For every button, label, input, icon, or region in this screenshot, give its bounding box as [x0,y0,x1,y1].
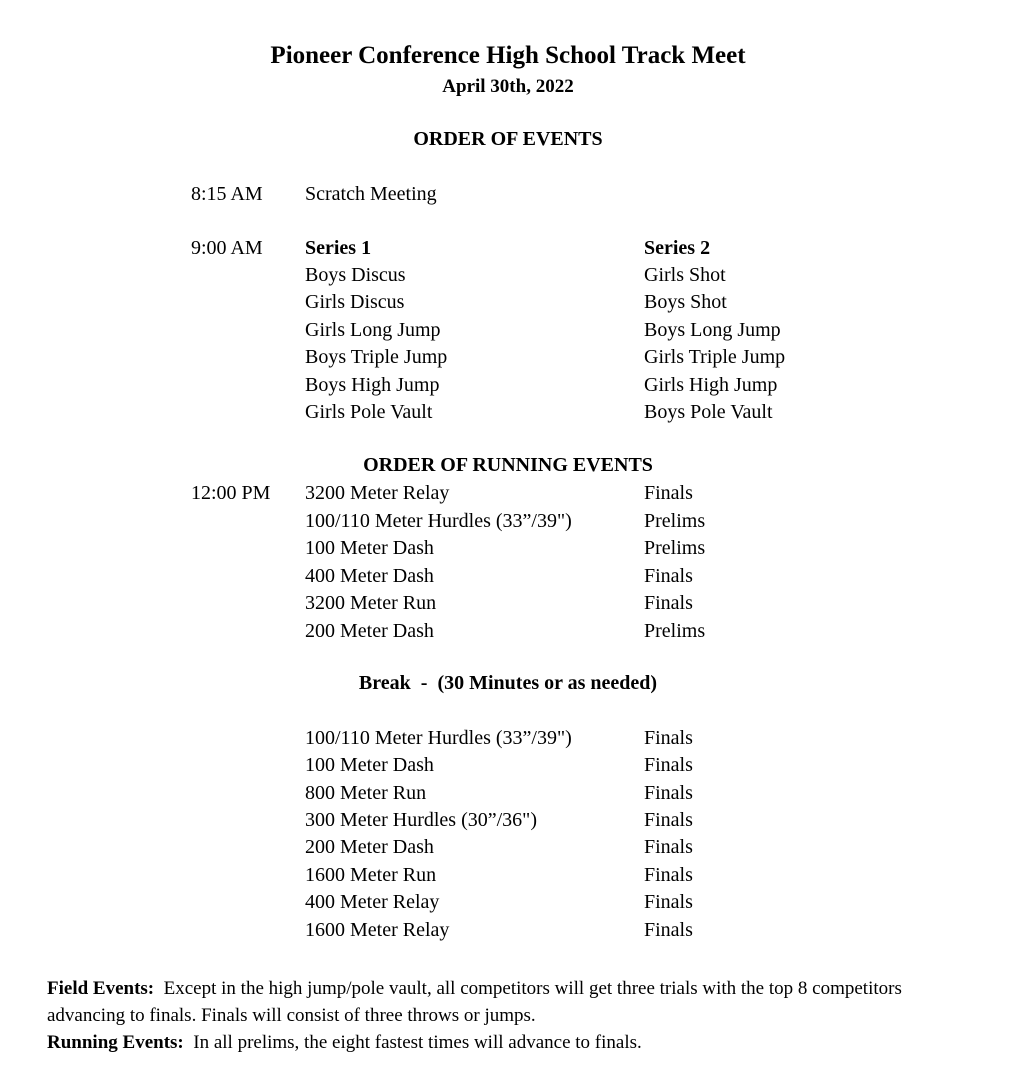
running-event-name: 3200 Meter Run [305,592,437,614]
series1-event: Girls Discus [305,291,405,313]
running-events-label: Running Events: [47,1032,184,1053]
series2-title: Series 2 [644,237,711,259]
final-event-name: 100 Meter Dash [305,754,434,776]
break-heading: Break - (30 Minutes or as needed) [358,672,658,694]
meet-date: April 30th, 2022 [442,76,574,97]
series2-event: Girls Triple Jump [644,346,786,368]
running-event-round: Finals [644,565,693,587]
running-event-name: 400 Meter Dash [305,565,434,587]
running-event-round: Prelims [644,537,706,559]
final-event-round: Finals [644,919,693,941]
running-event-round: Finals [644,592,693,614]
running-event-name: 200 Meter Dash [305,620,434,642]
final-event-name: 400 Meter Relay [305,891,440,913]
series1-event: Boys Discus [305,264,406,286]
running-event-round: Finals [644,482,693,504]
series2-event: Girls High Jump [644,374,778,396]
final-event-name: 800 Meter Run [305,782,427,804]
field-events-note [47,975,977,1029]
final-event-name: 1600 Meter Run [305,864,437,886]
field-events-text: Except in the high jump/pole vault, all competitors will get three trials with the top 8 competitors advancing to finals. Finals will consist of three throws or jumps. [47,978,902,1026]
series1-event: Girls Long Jump [305,319,441,341]
meet-title: Pioneer Conference High School Track Meet [270,42,746,69]
final-event-name: 300 Meter Hurdles (30”/36") [305,809,537,831]
final-event-round: Finals [644,782,693,804]
final-event-round: Finals [644,809,693,831]
field-events-label: Field Events: [47,978,155,999]
series1-title: Series 1 [305,237,372,259]
series1-event: Boys Triple Jump [305,346,448,368]
order-of-events-heading: ORDER OF EVENTS [413,128,603,150]
running-event-round: Prelims [644,620,706,642]
final-event-round: Finals [644,836,693,858]
running-events-note [47,1029,977,1056]
final-event-round: Finals [644,754,693,776]
series2-event: Boys Pole Vault [644,401,773,423]
running-event-name: 100 Meter Dash [305,537,434,559]
running-time: 12:00 PM [191,482,271,504]
series1-event: Girls Pole Vault [305,401,433,423]
running-events-text: In all prelims, the eight fastest times will advance to finals. [193,1032,642,1053]
series2-event: Girls Shot [644,264,726,286]
final-event-name: 1600 Meter Relay [305,919,450,941]
running-event-name: 100/110 Meter Hurdles (33”/39") [305,510,572,532]
final-event-name: 100/110 Meter Hurdles (33”/39") [305,727,572,749]
series2-event: Boys Long Jump [644,319,781,341]
running-events-heading: ORDER OF RUNNING EVENTS [363,454,653,476]
scratch-label: Scratch Meeting [305,183,437,205]
series2-event: Boys Shot [644,291,727,313]
series1-event: Boys High Jump [305,374,440,396]
final-event-round: Finals [644,727,693,749]
final-event-round: Finals [644,864,693,886]
scratch-time: 8:15 AM [191,183,263,205]
running-event-name: 3200 Meter Relay [305,482,450,504]
running-event-round: Prelims [644,510,706,532]
final-event-round: Finals [644,891,693,913]
final-event-name: 200 Meter Dash [305,836,434,858]
field-time: 9:00 AM [191,237,263,259]
